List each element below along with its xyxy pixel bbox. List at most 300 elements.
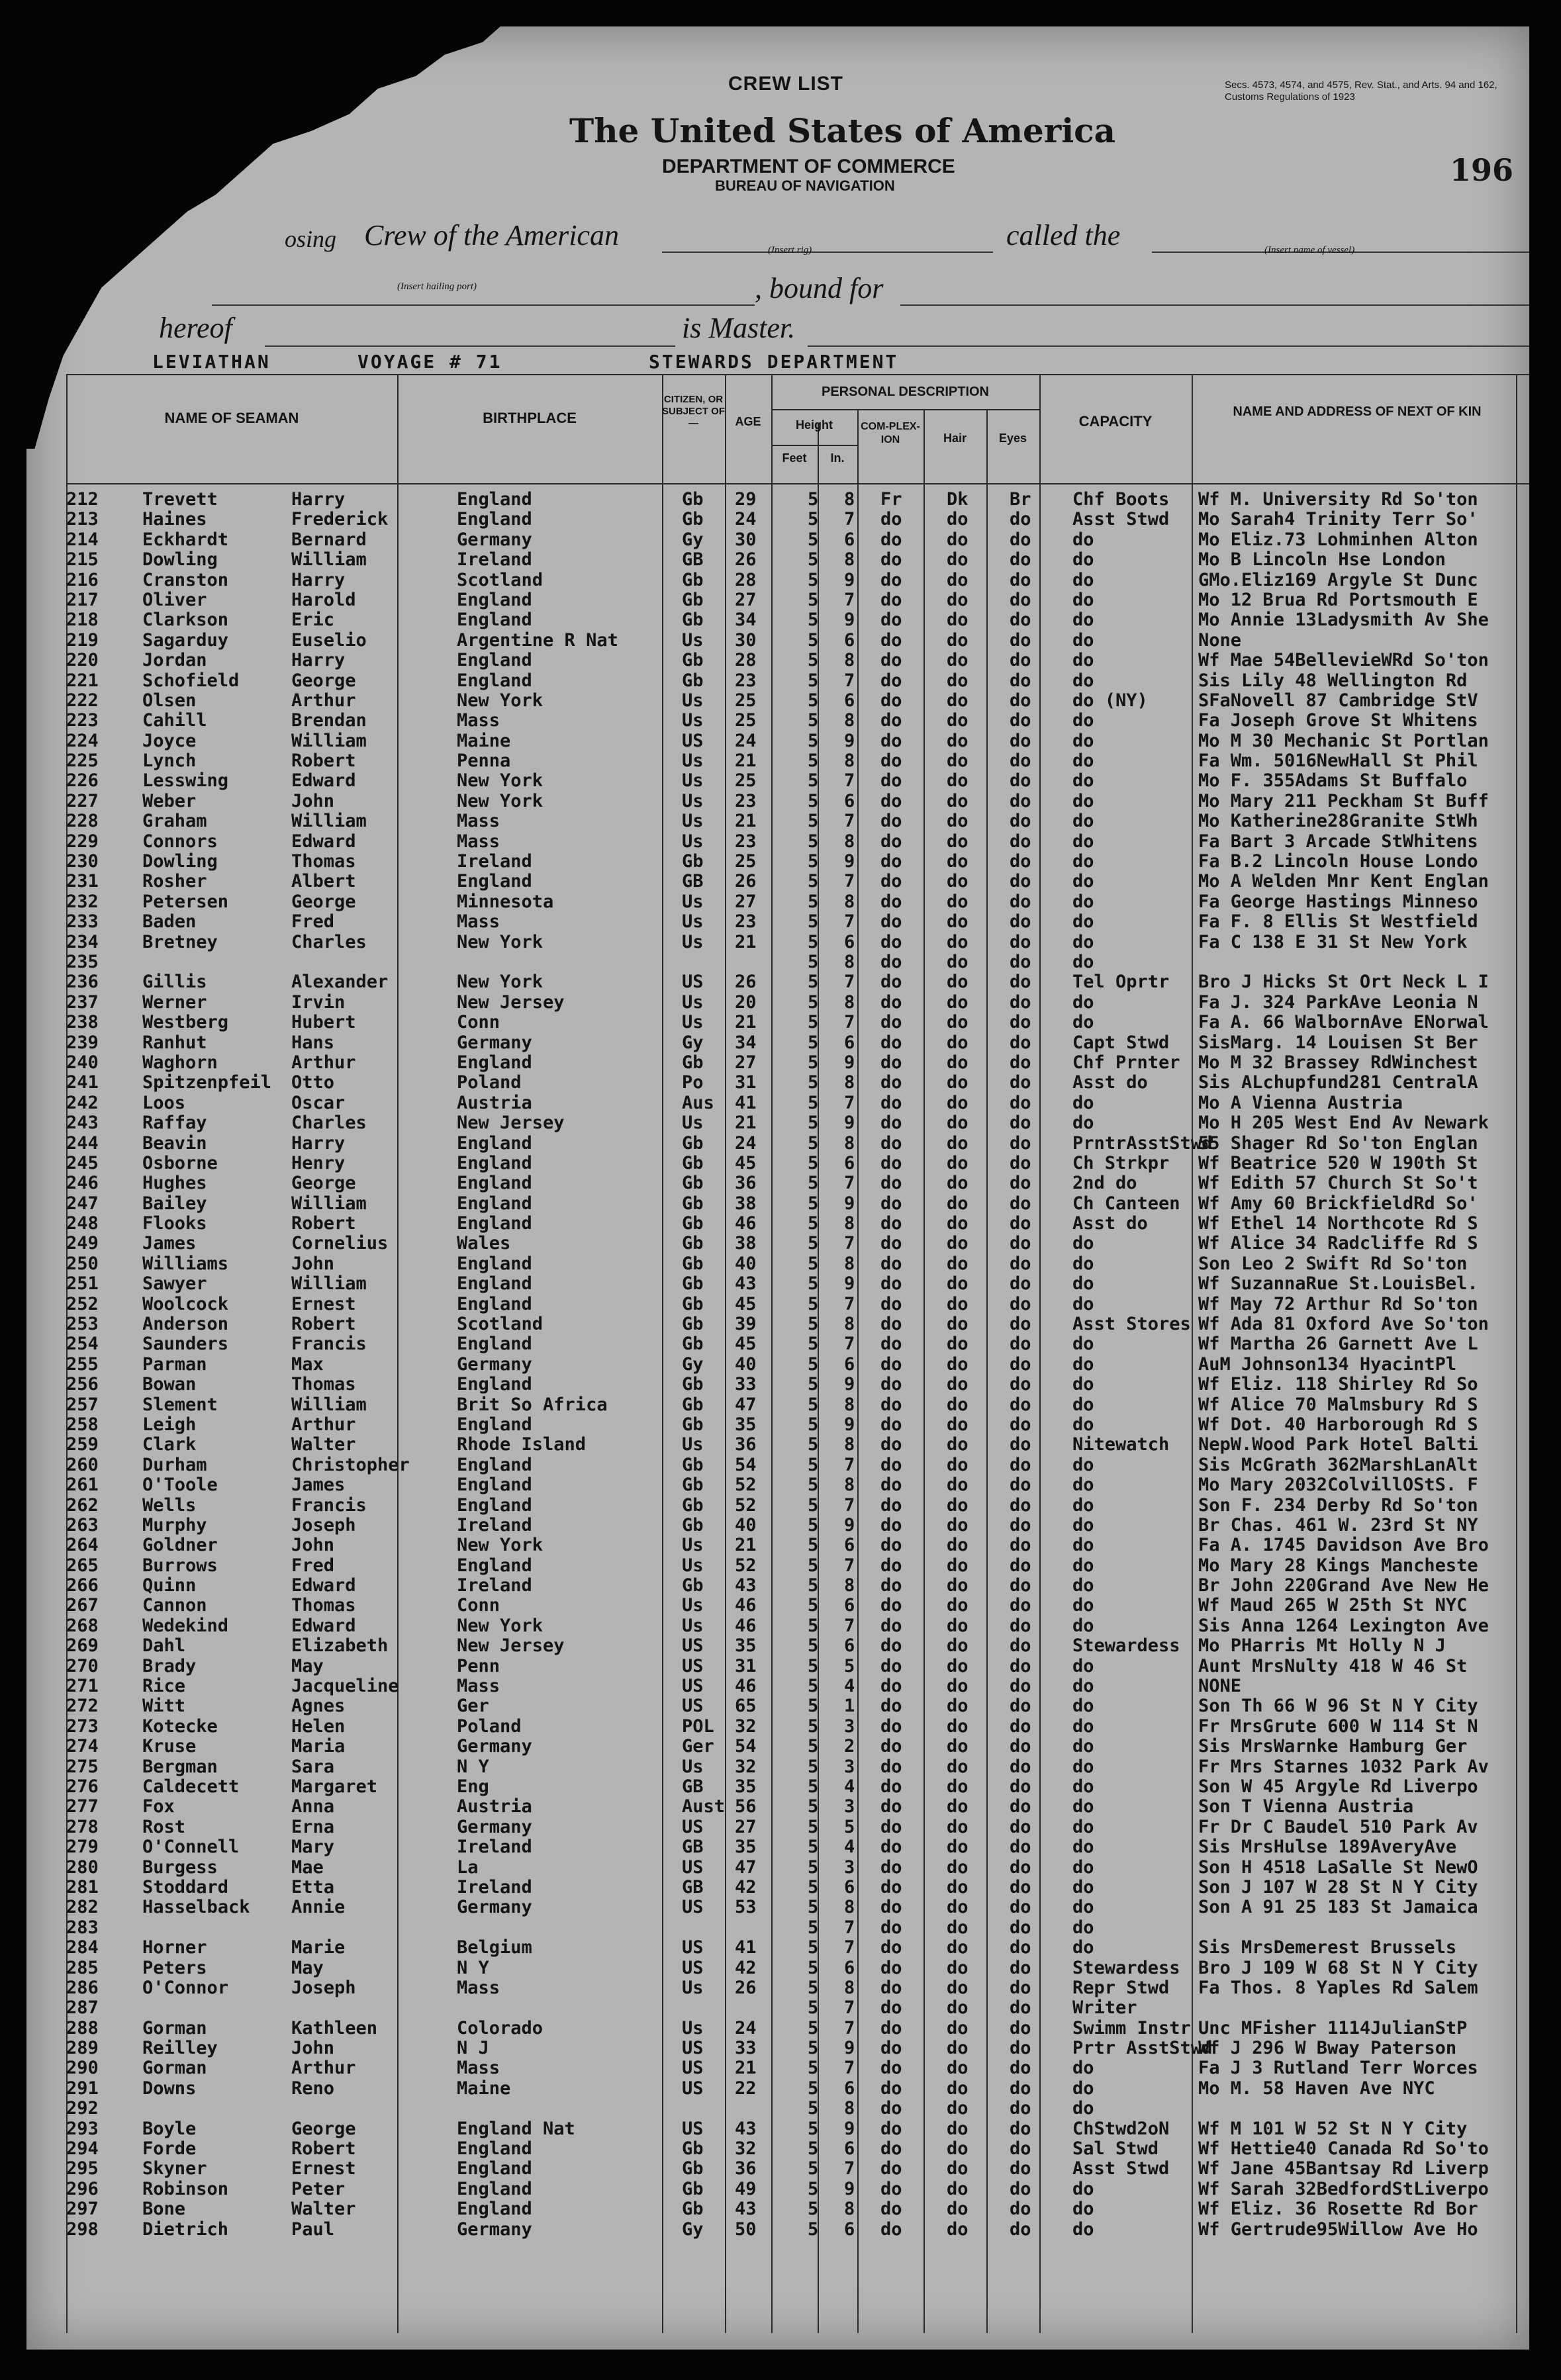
- citizenship-cell: Gb: [682, 1293, 704, 1314]
- height-feet-cell: 5: [808, 2118, 819, 2139]
- height-feet-cell: 5: [808, 1756, 819, 1777]
- height-inches-cell: 8: [844, 1072, 855, 1093]
- height-inches-cell: 6: [844, 690, 855, 711]
- capacity-cell: Stewardess: [1072, 1635, 1180, 1657]
- birthplace-cell: Ireland: [457, 1575, 532, 1596]
- hair-cell: do: [947, 1213, 969, 1234]
- surname-cell: Witt: [142, 1696, 186, 1717]
- capacity-cell: do: [1072, 1575, 1094, 1596]
- surname-cell: Gorman: [142, 2017, 207, 2038]
- birthplace-cell: England: [457, 2199, 532, 2220]
- height-feet-cell: 5: [808, 1655, 819, 1676]
- citizenship-cell: US: [682, 1676, 704, 1697]
- age-cell: 38: [735, 1233, 757, 1254]
- given-name-cell: Fred: [291, 911, 335, 933]
- birthplace-cell: Germany: [457, 529, 532, 550]
- height-feet-cell: 5: [808, 1314, 819, 1335]
- height-feet-cell: 5: [808, 1957, 819, 1978]
- capacity-cell: do: [1072, 931, 1094, 952]
- row-number-cell: 212: [66, 489, 99, 510]
- given-name-cell: William: [291, 730, 367, 751]
- surname-cell: Rosher: [142, 871, 207, 892]
- hair-cell: do: [947, 610, 969, 631]
- eyes-cell: do: [1010, 1193, 1031, 1214]
- hair-cell: do: [947, 549, 969, 571]
- table-row: [26, 1676, 1529, 1696]
- next-of-kin-cell: Mo 12 Brua Rd Portsmouth E: [1198, 589, 1478, 610]
- next-of-kin-cell: Wf Dot. 40 Harborough Rd S: [1198, 1414, 1478, 1435]
- birthplace-cell: New Jersey: [457, 991, 565, 1013]
- given-name-cell: Sara: [291, 1756, 335, 1777]
- height-inches-cell: 8: [844, 1897, 855, 1918]
- capacity-cell: do: [1072, 1555, 1094, 1576]
- eyes-cell: do: [1010, 1595, 1031, 1616]
- height-inches-cell: 4: [844, 1837, 855, 1858]
- table-row: [26, 610, 1529, 630]
- hair-cell: do: [947, 1293, 969, 1314]
- surname-cell: Lynch: [142, 751, 197, 772]
- eyes-cell: do: [1010, 1072, 1031, 1093]
- row-number-cell: 233: [66, 911, 99, 933]
- height-inches-cell: 7: [844, 2158, 855, 2179]
- row-number-cell: 219: [66, 629, 99, 651]
- given-name-cell: Cornelius: [291, 1233, 389, 1254]
- row-number-cell: 298: [66, 2219, 99, 2240]
- eyes-cell: do: [1010, 1957, 1031, 1978]
- surname-cell: Cranston: [142, 569, 229, 590]
- bureau-title: BUREAU OF NAVIGATION: [715, 177, 895, 194]
- complexion-cell: do: [880, 1595, 902, 1616]
- complexion-cell: do: [880, 1414, 902, 1435]
- complexion-cell: do: [880, 529, 902, 550]
- surname-cell: Gillis: [142, 972, 207, 993]
- height-feet-cell: 5: [808, 1273, 819, 1295]
- given-name-cell: Hubert: [291, 1012, 356, 1033]
- complexion-cell: do: [880, 1535, 902, 1556]
- next-of-kin-cell: Wf Eliz. 36 Rosette Rd Bor: [1198, 2199, 1478, 2220]
- height-inches-cell: 7: [844, 670, 855, 691]
- age-cell: 30: [735, 629, 757, 651]
- complexion-cell: do: [880, 2178, 902, 2199]
- given-name-cell: Arthur: [291, 1414, 356, 1435]
- height-inches-cell: 7: [844, 1092, 855, 1113]
- next-of-kin-cell: Wf Alice 34 Radcliffe Rd S: [1198, 1233, 1478, 1254]
- typed-vessel: LEVIATHAN: [152, 351, 271, 373]
- hair-cell: do: [947, 1756, 969, 1777]
- table-row: [26, 1234, 1529, 1254]
- citizenship-cell: Gb: [682, 1575, 704, 1596]
- age-cell: 23: [735, 670, 757, 691]
- row-number-cell: 280: [66, 1856, 99, 1878]
- height-inches-cell: 7: [844, 2058, 855, 2079]
- table-row: [26, 1938, 1529, 1958]
- height-inches-cell: 7: [844, 1293, 855, 1314]
- given-name-cell: Elizabeth: [291, 1635, 389, 1657]
- given-name-cell: George: [291, 670, 356, 691]
- hair-cell: do: [947, 851, 969, 872]
- birthplace-cell: Rhode Island: [457, 1434, 587, 1455]
- eyes-cell: do: [1010, 1012, 1031, 1033]
- height-feet-cell: 5: [808, 629, 819, 651]
- birthplace-cell: England: [457, 1475, 532, 1496]
- capacity-cell: do: [1072, 1253, 1094, 1274]
- eyes-cell: do: [1010, 1937, 1031, 1958]
- table-row: [26, 1295, 1529, 1314]
- height-inches-cell: 8: [844, 650, 855, 671]
- given-name-cell: Etta: [291, 1876, 335, 1898]
- surname-cell: Hasselback: [142, 1897, 250, 1918]
- surname-cell: O'Connell: [142, 1837, 240, 1858]
- citizenship-cell: US: [682, 1635, 704, 1657]
- citizenship-cell: Us: [682, 891, 704, 912]
- hair-cell: do: [947, 1334, 969, 1355]
- height-inches-cell: 8: [844, 710, 855, 731]
- next-of-kin-cell: Fa Bart 3 Arcade StWhitens: [1198, 831, 1478, 852]
- row-number-cell: 258: [66, 1414, 99, 1435]
- age-cell: 26: [735, 1977, 757, 1998]
- citizenship-cell: GB: [682, 1876, 704, 1898]
- table-row: [26, 1657, 1529, 1676]
- capacity-cell: do: [1072, 790, 1094, 811]
- surname-cell: Kruse: [142, 1736, 197, 1757]
- citizenship-cell: Gy: [682, 1032, 704, 1053]
- table-row: [26, 1013, 1529, 1032]
- capacity-cell: Asst Stores: [1072, 1314, 1191, 1335]
- surname-cell: Goldner: [142, 1535, 218, 1556]
- height-inches-cell: 9: [844, 569, 855, 590]
- complexion-cell: do: [880, 1897, 902, 1918]
- next-of-kin-cell: Sis ALchupfund281 CentralA: [1198, 1072, 1478, 1093]
- height-inches-cell: 7: [844, 972, 855, 993]
- eyes-cell: do: [1010, 1213, 1031, 1234]
- height-feet-cell: 5: [808, 1555, 819, 1576]
- age-cell: 35: [735, 1635, 757, 1657]
- capacity-cell: do: [1072, 751, 1094, 772]
- age-cell: 25: [735, 770, 757, 792]
- citizenship-cell: US: [682, 1856, 704, 1878]
- citizenship-cell: Gb: [682, 569, 704, 590]
- given-name-cell: Frederick: [291, 509, 389, 530]
- next-of-kin-cell: Son W 45 Argyle Rd Liverpo: [1198, 1776, 1478, 1797]
- eyes-cell: Br: [1010, 489, 1031, 510]
- height-feet-cell: 5: [808, 569, 819, 590]
- birthplace-cell: Germany: [457, 2219, 532, 2240]
- complexion-cell: do: [880, 1776, 902, 1797]
- age-cell: 52: [735, 1555, 757, 1576]
- hair-cell: do: [947, 2058, 969, 2079]
- capacity-cell: ChStwd2oN: [1072, 2118, 1170, 2139]
- birthplace-cell: England: [457, 589, 532, 610]
- given-name-cell: Charles: [291, 931, 367, 952]
- capacity-cell: do: [1072, 670, 1094, 691]
- row-number-cell: 234: [66, 931, 99, 952]
- height-inches-cell: 6: [844, 1535, 855, 1556]
- eyes-cell: do: [1010, 1233, 1031, 1254]
- row-number-cell: 215: [66, 549, 99, 571]
- surname-cell: Cannon: [142, 1595, 207, 1616]
- row-number-cell: 217: [66, 589, 99, 610]
- birthplace-cell: England: [457, 489, 532, 510]
- height-feet-cell: 5: [808, 1213, 819, 1234]
- surname-cell: Sagarduy: [142, 629, 229, 651]
- height-feet-cell: 5: [808, 1696, 819, 1717]
- birthplace-cell: Ireland: [457, 1837, 532, 1858]
- birthplace-cell: Ireland: [457, 851, 532, 872]
- capacity-cell: do: [1072, 1937, 1094, 1958]
- complexion-cell: do: [880, 1856, 902, 1878]
- height-inches-cell: 8: [844, 1475, 855, 1496]
- birthplace-cell: England: [457, 2138, 532, 2160]
- height-feet-cell: 5: [808, 1917, 819, 1938]
- birthplace-cell: Mass: [457, 1977, 500, 1998]
- birthplace-cell: Mass: [457, 2058, 500, 2079]
- height-feet-cell: 5: [808, 610, 819, 631]
- table-row: [26, 792, 1529, 811]
- hair-cell: do: [947, 1716, 969, 1737]
- capacity-cell: Chf Prnter: [1072, 1052, 1180, 1073]
- eyes-cell: do: [1010, 1514, 1031, 1535]
- col-inches: In.: [830, 451, 845, 465]
- given-name-cell: James: [291, 1475, 346, 1496]
- capacity-cell: do: [1072, 1816, 1094, 1837]
- complexion-cell: do: [880, 1374, 902, 1395]
- given-name-cell: Joseph: [291, 1977, 356, 1998]
- height-feet-cell: 5: [808, 1575, 819, 1596]
- birthplace-cell: England: [457, 2158, 532, 2179]
- hair-cell: do: [947, 1113, 969, 1134]
- capacity-cell: do: [1072, 1394, 1094, 1415]
- age-cell: 54: [735, 1454, 757, 1475]
- age-cell: 23: [735, 911, 757, 933]
- height-inches-cell: 7: [844, 1917, 855, 1938]
- birthplace-cell: England: [457, 1414, 532, 1435]
- height-feet-cell: 5: [808, 1615, 819, 1636]
- height-inches-cell: 8: [844, 1977, 855, 1998]
- hair-cell: do: [947, 730, 969, 751]
- table-row: [26, 1274, 1529, 1294]
- capacity-cell: do: [1072, 1494, 1094, 1516]
- hair-cell: do: [947, 1957, 969, 1978]
- surname-cell: Clark: [142, 1434, 197, 1455]
- next-of-kin-cell: Wf Jane 45Bantsay Rd Liverp: [1198, 2158, 1489, 2179]
- capacity-cell: Capt Stwd: [1072, 1032, 1170, 1053]
- table-row: [26, 2220, 1529, 2240]
- capacity-cell: do: [1072, 529, 1094, 550]
- hair-cell: do: [947, 931, 969, 952]
- birthplace-cell: N Y: [457, 1756, 489, 1777]
- eyes-cell: do: [1010, 790, 1031, 811]
- row-number-cell: 270: [66, 1655, 99, 1676]
- eyes-cell: do: [1010, 1736, 1031, 1757]
- capacity-cell: do: [1072, 1796, 1094, 1817]
- surname-cell: Jordan: [142, 650, 207, 671]
- citizenship-cell: Us: [682, 1113, 704, 1134]
- hair-cell: do: [947, 972, 969, 993]
- statute-note: Secs. 4573, 4574, and 4575, Rev. Stat., and Arts. 94 and 162, Customs Regulations of 1923: [1225, 79, 1497, 103]
- birthplace-cell: England: [457, 1273, 532, 1295]
- capacity-cell: do: [1072, 1676, 1094, 1697]
- surname-cell: Williams: [142, 1253, 229, 1274]
- age-cell: 27: [735, 589, 757, 610]
- birthplace-cell: England: [457, 871, 532, 892]
- next-of-kin-cell: Wf SuzannaRue St.LouisBel.: [1198, 1273, 1478, 1295]
- age-cell: 46: [735, 1615, 757, 1636]
- hair-cell: do: [947, 1837, 969, 1858]
- complexion-cell: do: [880, 610, 902, 631]
- birthplace-cell: New York: [457, 690, 544, 711]
- hair-cell: do: [947, 1676, 969, 1697]
- complexion-cell: do: [880, 1917, 902, 1938]
- citizenship-cell: US: [682, 730, 704, 751]
- next-of-kin-cell: Fa Thos. 8 Yaples Rd Salem: [1198, 1977, 1478, 1998]
- hair-cell: do: [947, 710, 969, 731]
- row-number-cell: 291: [66, 2078, 99, 2099]
- height-feet-cell: 5: [808, 1434, 819, 1455]
- complexion-cell: do: [880, 1615, 902, 1636]
- height-feet-cell: 5: [808, 1535, 819, 1556]
- citizenship-cell: Gb: [682, 1374, 704, 1395]
- surname-cell: Reilley: [142, 2038, 218, 2059]
- table-row: [26, 1535, 1529, 1555]
- row-number-cell: 252: [66, 1293, 99, 1314]
- eyes-cell: do: [1010, 610, 1031, 631]
- surname-cell: Oliver: [142, 589, 207, 610]
- hair-cell: do: [947, 1776, 969, 1797]
- table-row: [26, 1395, 1529, 1415]
- height-feet-cell: 5: [808, 1997, 819, 2019]
- citizenship-cell: Gb: [682, 1454, 704, 1475]
- capacity-cell: do: [1072, 831, 1094, 852]
- complexion-cell: do: [880, 549, 902, 571]
- age-cell: 45: [735, 1293, 757, 1314]
- age-cell: 33: [735, 1374, 757, 1395]
- table-row: [26, 952, 1529, 972]
- table-row: [26, 1958, 1529, 1978]
- row-number-cell: 257: [66, 1394, 99, 1415]
- hair-cell: do: [947, 1736, 969, 1757]
- height-feet-cell: 5: [808, 1414, 819, 1435]
- capacity-cell: do: [1072, 951, 1094, 972]
- capacity-cell: Nitewatch: [1072, 1434, 1170, 1455]
- age-cell: 27: [735, 1816, 757, 1837]
- hair-cell: do: [947, 2098, 969, 2119]
- height-feet-cell: 5: [808, 811, 819, 832]
- table-row: [26, 1596, 1529, 1616]
- row-number-cell: 261: [66, 1475, 99, 1496]
- age-cell: 24: [735, 2017, 757, 2038]
- hair-cell: do: [947, 991, 969, 1013]
- next-of-kin-cell: Mo Sarah4 Trinity Terr So': [1198, 509, 1478, 530]
- eyes-cell: do: [1010, 1676, 1031, 1697]
- capacity-cell: do: [1072, 730, 1094, 751]
- eyes-cell: do: [1010, 1796, 1031, 1817]
- age-cell: 21: [735, 2058, 757, 2079]
- height-feet-cell: 5: [808, 1052, 819, 1073]
- complexion-cell: do: [880, 1152, 902, 1173]
- height-feet-cell: 5: [808, 1796, 819, 1817]
- capacity-cell: Prtr AsstStwd: [1072, 2038, 1213, 2059]
- height-inches-cell: 9: [844, 610, 855, 631]
- row-number-cell: 241: [66, 1072, 99, 1093]
- citizenship-cell: Gb: [682, 1334, 704, 1355]
- table-row: [26, 771, 1529, 791]
- age-cell: 26: [735, 972, 757, 993]
- height-feet-cell: 5: [808, 1736, 819, 1757]
- row-number-cell: 239: [66, 1032, 99, 1053]
- hair-cell: do: [947, 1173, 969, 1194]
- next-of-kin-cell: Son H 4518 LaSalle St NewO: [1198, 1856, 1478, 1878]
- row-number-cell: 265: [66, 1555, 99, 1576]
- hair-cell: do: [947, 1796, 969, 1817]
- hair-cell: do: [947, 871, 969, 892]
- row-number-cell: 290: [66, 2058, 99, 2079]
- given-name-cell: Harry: [291, 1132, 346, 1154]
- height-inches-cell: 8: [844, 1213, 855, 1234]
- row-number-cell: 281: [66, 1876, 99, 1898]
- complexion-cell: do: [880, 1072, 902, 1093]
- line1-prefix: osing: [285, 226, 337, 252]
- citizenship-cell: Gb: [682, 670, 704, 691]
- citizenship-cell: Us: [682, 1615, 704, 1636]
- table-row: [26, 1777, 1529, 1797]
- height-feet-cell: 5: [808, 2058, 819, 2079]
- surname-cell: Burgess: [142, 1856, 218, 1878]
- citizenship-cell: Gb: [682, 1394, 704, 1415]
- next-of-kin-cell: Mo Annie 13Ladysmith Av She: [1198, 610, 1489, 631]
- given-name-cell: Arthur: [291, 2058, 356, 2079]
- next-of-kin-cell: Sis MrsHulse 189AveryAve: [1198, 1837, 1457, 1858]
- eyes-cell: do: [1010, 931, 1031, 952]
- height-inches-cell: 9: [844, 1113, 855, 1134]
- table-row: [26, 1355, 1529, 1375]
- capacity-cell: do: [1072, 1615, 1094, 1636]
- col-complexion: COM-PLEX-ION: [861, 421, 920, 445]
- surname-cell: Schofield: [142, 670, 240, 691]
- row-number-cell: 253: [66, 1314, 99, 1335]
- citizenship-cell: Gb: [682, 589, 704, 610]
- citizenship-cell: Po: [682, 1072, 704, 1093]
- next-of-kin-cell: Aunt MrsNulty 418 W 46 St: [1198, 1655, 1468, 1676]
- height-feet-cell: 5: [808, 1856, 819, 1878]
- eyes-cell: do: [1010, 1575, 1031, 1596]
- capacity-cell: do: [1072, 1475, 1094, 1496]
- given-name-cell: Thomas: [291, 851, 356, 872]
- row-number-cell: 271: [66, 1676, 99, 1697]
- surname-cell: Caldecett: [142, 1776, 240, 1797]
- table-row: [26, 590, 1529, 610]
- hair-cell: do: [947, 1454, 969, 1475]
- birthplace-cell: Wales: [457, 1233, 511, 1254]
- complexion-cell: do: [880, 650, 902, 671]
- age-cell: 46: [735, 1213, 757, 1234]
- hair-cell: do: [947, 1475, 969, 1496]
- eyes-cell: do: [1010, 569, 1031, 590]
- citizenship-cell: Gb: [682, 2199, 704, 2220]
- next-of-kin-cell: Wf Beatrice 520 W 190th St: [1198, 1152, 1478, 1173]
- complexion-cell: do: [880, 1173, 902, 1194]
- next-of-kin-cell: Fa A. 1745 Davidson Ave Bro: [1198, 1535, 1489, 1556]
- capacity-cell: do: [1072, 650, 1094, 671]
- height-inches-cell: 7: [844, 911, 855, 933]
- birthplace-cell: Argentine R Nat: [457, 629, 618, 651]
- height-feet-cell: 5: [808, 1253, 819, 1274]
- height-feet-cell: 5: [808, 1092, 819, 1113]
- age-cell: 43: [735, 1273, 757, 1295]
- next-of-kin-cell: Fa F. 8 Ellis St Westfield: [1198, 911, 1478, 933]
- table-row: [26, 1918, 1529, 1938]
- height-feet-cell: 5: [808, 1635, 819, 1657]
- hair-cell: do: [947, 1816, 969, 1837]
